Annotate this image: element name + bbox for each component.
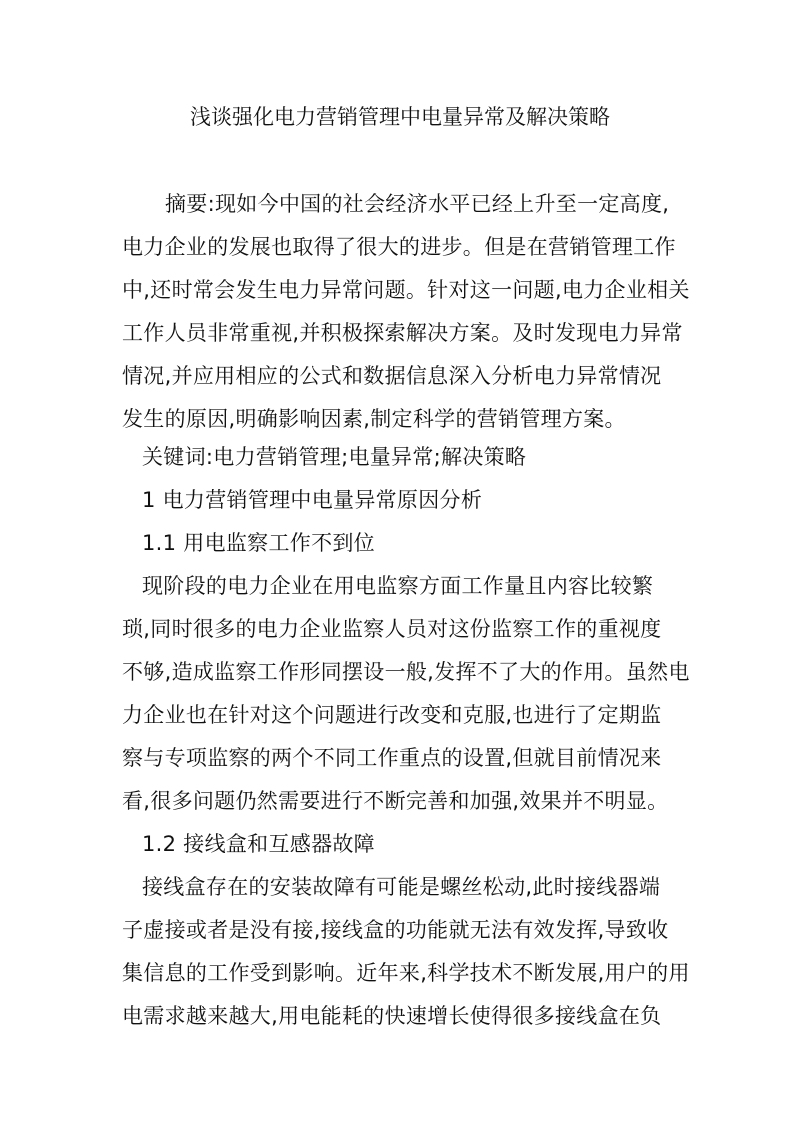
paragraph-1-2-line-3: 集信息的工作受到影响。近年来,科学技术不断发展,用户的用 <box>122 961 690 985</box>
paragraph-1-2-line-2: 子虚接或者是没有接,接线盒的功能就无法有效发挥,导致收 <box>122 918 669 942</box>
abstract-line-4: 工作人员非常重视,并积极探索解决方案。及时发现电力异常 <box>122 321 683 345</box>
abstract-line-2: 电力企业的发展也取得了很大的进步。但是在营销管理工作 <box>122 235 676 259</box>
abstract-line-6: 发生的原因,明确影响因素,制定科学的营销管理方案。 <box>122 407 626 431</box>
abstract-line-5: 情况,并应用相应的公式和数据信息深入分析电力异常情况 <box>122 364 662 388</box>
abstract-line-1: 摘要:现如今中国的社会经济水平已经上升至一定高度, <box>165 192 670 216</box>
paragraph-1-2-line-1: 接线盒存在的安装故障有可能是螺丝松动,此时接线器端 <box>142 875 661 899</box>
paragraph-1-1-line-6: 看,很多问题仍然需要进行不断完善和加强,效果并不明显。 <box>122 789 669 813</box>
subsection-heading-1-2: 1.2 接线盒和互感器故障 <box>142 832 375 856</box>
paragraph-1-1-line-2: 琐,同时很多的电力企业监察人员对这份监察工作的重视度 <box>122 617 662 641</box>
document-title: 浅谈强化电力营销管理中电量异常及解决策略 <box>190 105 610 129</box>
paragraph-1-2-line-4: 电需求越来越大,用电能耗的快速增长使得很多接线盒在负 <box>122 1004 662 1028</box>
paragraph-1-1-line-3: 不够,造成监察工作形同摆设一般,发挥不了大的作用。虽然电 <box>122 660 690 684</box>
paragraph-1-1-line-1: 现阶段的电力企业在用电监察方面工作量且内容比较繁 <box>142 574 654 598</box>
subsection-heading-1-1: 1.1 用电监察工作不到位 <box>142 531 375 555</box>
abstract-line-3: 中,还时常会发生电力异常问题。针对这一问题,电力企业相关 <box>122 278 690 302</box>
section-heading-1: 1 电力营销管理中电量异常原因分析 <box>142 488 483 512</box>
keywords-line: 关键词:电力营销管理;电量异常;解决策略 <box>142 445 527 469</box>
paragraph-1-1-line-4: 力企业也在针对这个问题进行改变和克服,也进行了定期监 <box>122 703 662 727</box>
paragraph-1-1-line-5: 察与专项监察的两个不同工作重点的设置,但就目前情况来 <box>122 746 662 770</box>
